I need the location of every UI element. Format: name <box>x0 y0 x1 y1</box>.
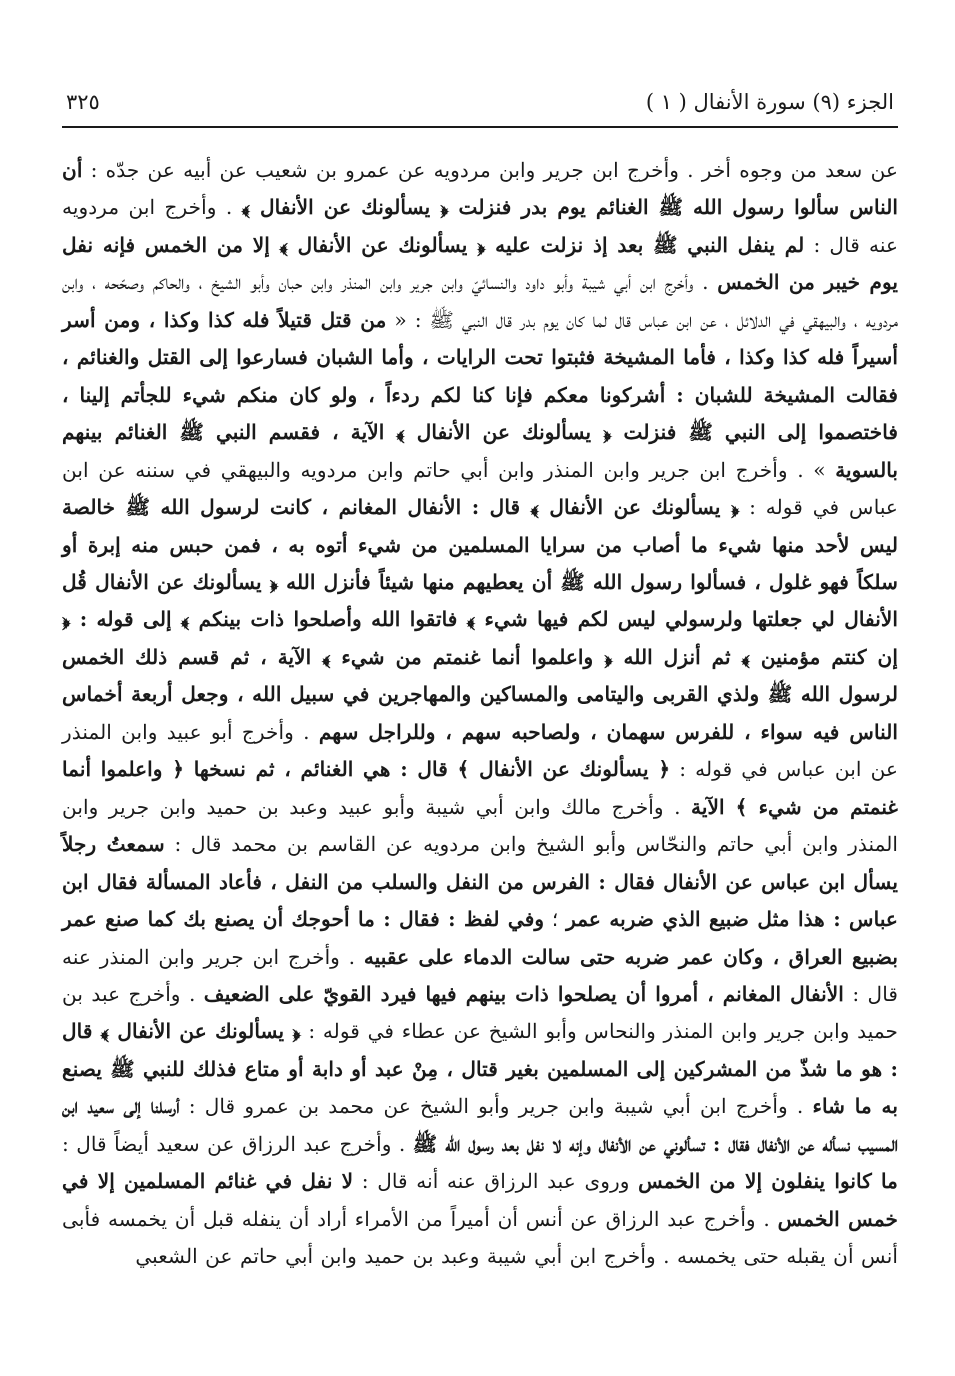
hadith-segment: ﴿ يسألونك عن الأنفال ﴾ قال : هو ما شذّ من المشركين إلى المسلمين بغير قتال ، مِنْ عبد أو دابة أو متاع فذلك للنبي ﷺ يصنع به ما شاء <box>62 1019 898 1119</box>
hadith-segment: الأنفال المغانم ، أمروا أن يصلحوا ذات بينهم فيها فيرد القويّ على الضعيف <box>203 981 844 1006</box>
book-page <box>62 82 898 1312</box>
text-segment: . وأخرج ابن أبي شيبة وأبو داود والنسائيّ وابن جرير وابن المنذر وابن حبان وأبو الشيخ ، والحاكم وصحّحه ، وابن مردويه ، والبيهقي في الدلائل ، عن ابن عباس قال لما كان يوم بدر قال النبي ﷺ : « <box>62 270 899 332</box>
text-segment: . وأخرج أبو عبيد وابن المنذر عن ابن عباس في قوله : <box>62 719 898 782</box>
hadith-segment: لا نفل في غنائم المسلمين إلا في خمس الخمس <box>62 1169 898 1231</box>
body-text <box>62 152 898 1276</box>
text-segment: عن سعد من وجوه أخر . وأخرج ابن جرير وابن مردويه عن عمرو بن شعيب عن أبيه عن جدّه : <box>82 158 898 182</box>
text-segment: ؛ <box>544 907 567 932</box>
page-number: ٣٢٥ <box>66 90 100 114</box>
text-segment: . وأخرج ابن مردويه عنه قال : <box>62 195 899 257</box>
text-segment: . وأخرج عبد بن حميد وابن جرير وابن المنذر والنحاس وأبو الشيخ عن عطاء في قوله : <box>62 981 899 1044</box>
hadith-segment: لم ينفل النبي ﷺ بعد إذ نزلت عليه ﴿ يسألونك عن الأنفال ﴾ إلا من الخمس فإنه نفل يوم خيبر من الخمس <box>62 232 899 295</box>
running-title: الجزء (٩) سورة الأنفال ( ١ ) <box>645 90 894 114</box>
hadith-segment: ﴿ يسألونك عن الأنفال ﴾ قال : هي الغنائم ، ثم نسخها ﴿ واعلموا أنما غنمتم من شيء ﴾ الآية <box>62 757 898 819</box>
hadith-segment: أن الناس سألوا رسول الله ﷺ الغنائم يوم بدر فنزلت ﴿ يسألونك عن الأنفال ﴾ <box>62 158 898 220</box>
hadith-segment: وفي لفظ : فقال : ما أحوجك أن يصنع بك كما صنع عمر بضبيع العراق ، وكان عمر ضربه حتى سالت الدماء على عقبيه <box>62 907 898 969</box>
text-segment: » . وأخرج ابن جرير وابن المنذر وابن أبي حاتم وابن مردويه والبيهقي في سننه عن ابن عباس في قوله : <box>62 457 898 520</box>
text-segment: . وأخرج مالك وابن أبي شيبة وأبو عبيد وعبد بن حميد وابن جرير وابن المنذر وابن أبي حاتم والنحّاس وأبو الشيخ وابن مردويه عن القاسم بن محمد قال : <box>62 794 899 857</box>
hadith-segment: من قتل قتيلاً فله كذا وكذا ، ومن أسر أسيراً فله كذا وكذا ، فأما المشيخة فثبتوا تحت الرايات ، وأما الشبان فسارعوا إلى القتل والغنائم ، فقالت المشيخة للشبان : أشركونا معكم فإنا كنا لكم ردءاً ، ولو كان منكم شيء للجأتم إلينا ، فاختصموا إلى النبي ﷺ فنزلت ﴿ يسألونك عن الأنفال ﴾ الآية ، فقسم النبي ﷺ الغنائم بينهم بالسوية <box>62 307 898 482</box>
hadith-segment: ﴿ يسألونك عن الأنفال ﴾ قال : الأنفال المغانم ، كانت لرسول الله ﷺ خالصة ليس لأحد منها شيء ما أصاب من سرايا المسلمين من شيء أتوه به ، فمن حبس منه إبرة أو سلكاً فهو غلول ، فسألوا رسول الله ﷺ أن يعطيهم منها شيئاً فأنزل الله ﴿ يسألونك عن الأنفال قُل الأنفال لي جعلتها ولرسولي ليس لكم فيها شيء ﴾ فاتقوا الله وأصلحوا ذات بينكم ﴾ إلى قوله : ﴿ إن كنتم مؤمنين ﴾ ثم أنزل الله ﴿ واعلموا أنما غنمتم من شيء ﴾ الآية ، ثم قسم ذلك الخمس لرسول الله ﷺ ولذي القربى واليتامى والمساكين والمهاجرين في سبيل الله ، وجعل أربعة أخماس الناس فيه سواء ، للفرس سهمان ، ولصاحبه سهم ، وللراجل سهم <box>62 495 898 744</box>
text-segment: . وأخرج ابن أبي شيبة وابن جرير وأبو الشيخ عن محمد بن عمرو قال : <box>179 1094 813 1119</box>
text-segment: وروى عبد الرزاق عنه أنه قال : <box>353 1169 639 1194</box>
hadith-segment: أرسلنا إلى سعيد ابن المسيب نسأله عن الأنفال فقال : تسألوني عن الأنفال وإنه لا نفل بعد رسول الله ﷺ <box>62 1094 898 1156</box>
hadith-segment: سمعتُ رجلاً يسأل ابن عباس عن الأنفال فقال : الفرس من النفل والسلب من النفل ، فأعاد المسألة فقال ابن عباس : هذا مثل ضبيع الذي ضربه عمر <box>62 832 898 932</box>
text-segment: . وأخرج عبد الرزاق عن سعيد أيضاً قال : <box>62 1131 413 1156</box>
running-head <box>62 82 898 128</box>
hadith-segment: ما كانوا ينفلون إلا من الخمس <box>638 1169 898 1194</box>
text-segment: . وأخرج ابن جرير وابن المنذر عنه قال : <box>62 944 898 1006</box>
text-segment: . وأخرج عبد الرزاق عن أنس أن أميراً من الأمراء أراد أن ينفله قبل أن يخمسه فأبى أنس أن يقبله حتى يخمسه . وأخرج ابن أبي شيبة وعبد بن حميد وابن أبي حاتم عن الشعبي <box>62 1206 898 1269</box>
